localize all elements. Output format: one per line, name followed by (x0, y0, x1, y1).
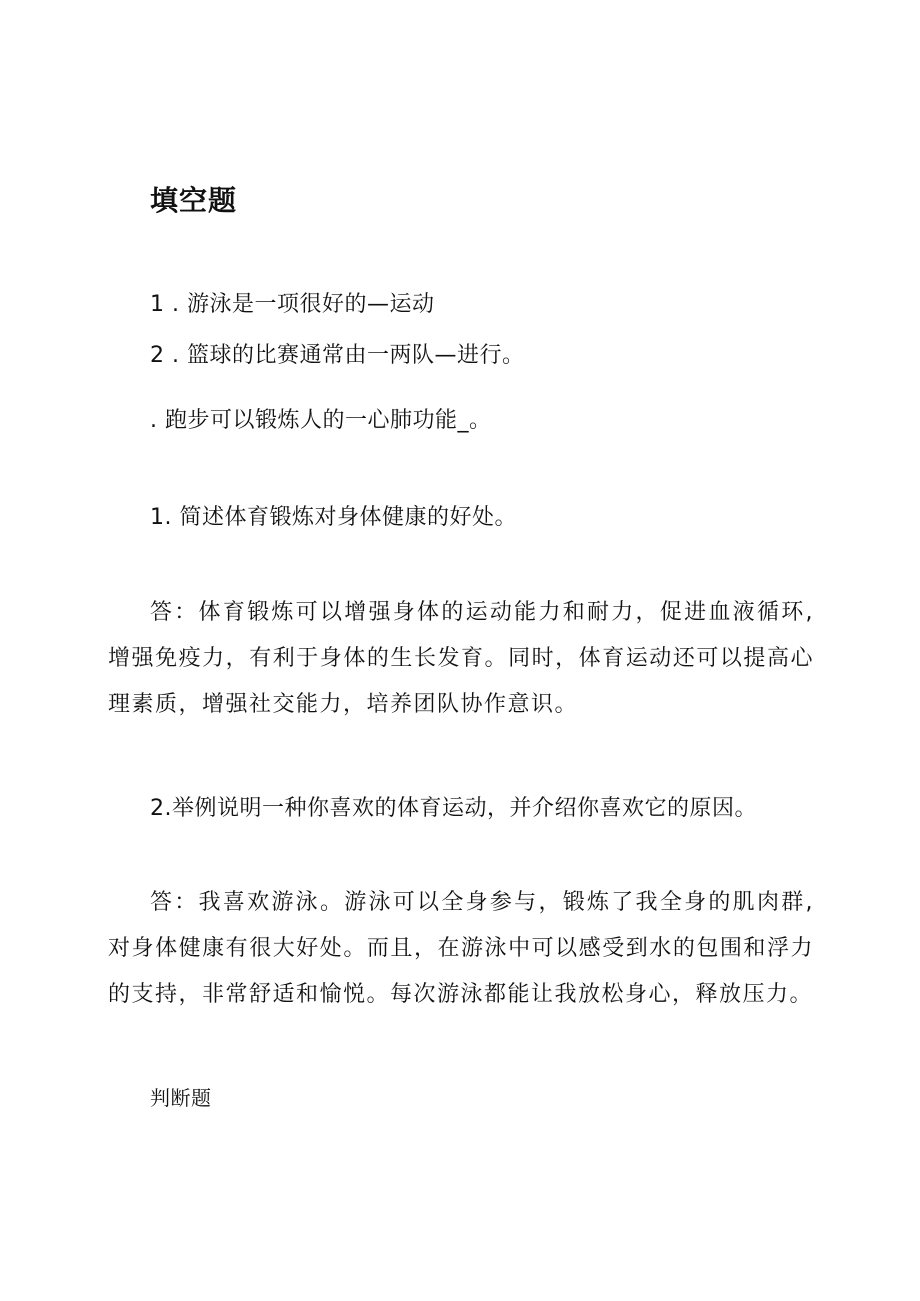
fill-blank-section-title: 填空题 (150, 184, 238, 217)
short-answer-question-2: 2.举例说明一种你喜欢的体育运动，并介绍你喜欢它的原因。 (150, 796, 757, 821)
true-false-section-title: 判断题 (150, 1086, 212, 1110)
fill-blank-item-2: 2 . 篮球的比赛通常由一两队—进行。 (150, 343, 525, 368)
fill-blank-item-3: . 跑步可以锻炼人的一心肺功能_。 (150, 408, 492, 433)
fill-blank-item-1: 1 . 游泳是一项很好的—运动 (150, 292, 435, 317)
short-answer-answer-2: 答：我喜欢游泳。游泳可以全身参与，锻炼了我全身的肌肉群, 对身体健康有很大好处。而且，在游泳中可以感受到水的包围和浮力的支持，非常舒适和愉悦。每次游泳都能让我放松身心，释放压力。 (108, 890, 814, 1007)
short-answer-question-1: 1. 简述体育锻炼对身体健康的好处。 (150, 505, 517, 530)
short-answer-answer-1: 答：体育锻炼可以增强身体的运动能力和耐力，促进血液循环, 增强免疫力，有利于身体的生长发育。同时，体育运动还可以提高心理素质，增强社交能力，培养团队协作意识。 (108, 600, 814, 717)
